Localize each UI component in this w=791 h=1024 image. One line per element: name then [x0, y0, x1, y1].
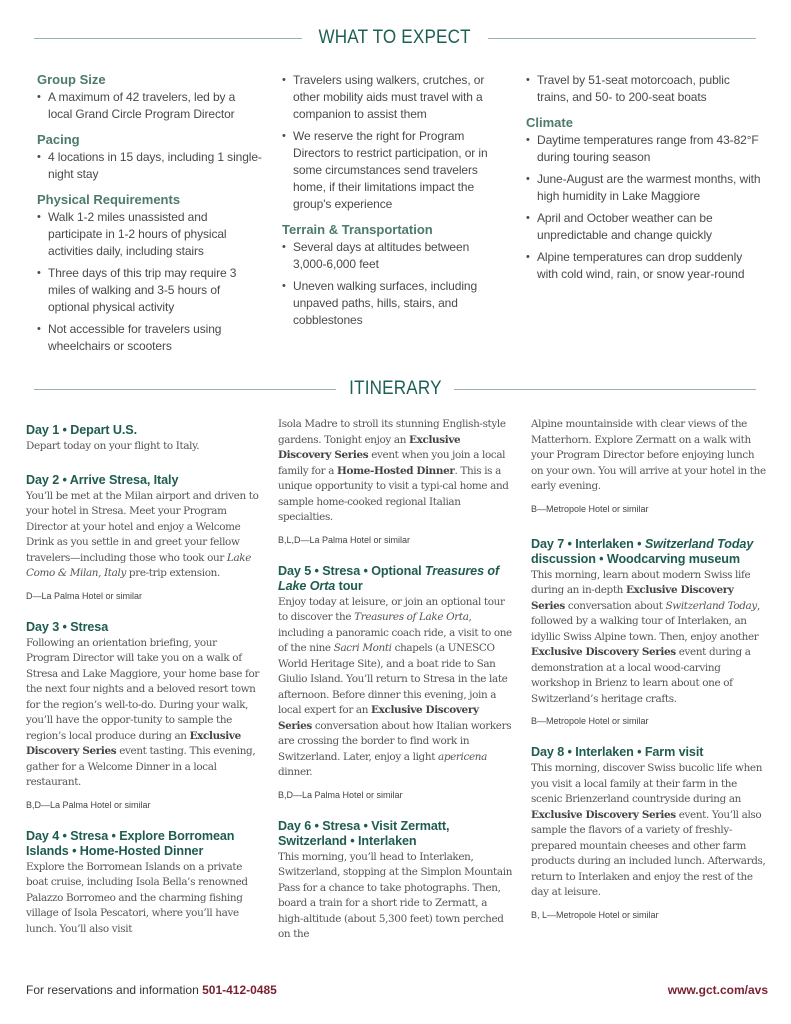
- text: pre-trip extension.: [125, 567, 220, 579]
- expect-column-1: [37, 72, 262, 360]
- website-link[interactable]: www.gct.com/avs: [667, 983, 768, 997]
- exclusive-discovery-series: Exclusive Discovery Series: [278, 433, 461, 461]
- divider-rule-right: [454, 389, 756, 390]
- exclusive-discovery-series: Exclusive Discovery Series: [26, 729, 241, 757]
- text: Day 7 • Interlaken •: [531, 536, 645, 551]
- pacing-heading: Pacing: [37, 132, 80, 147]
- day-5: [278, 564, 514, 801]
- day-description: [26, 489, 262, 582]
- list-item: • Several days at altitudes between 3,000-6,000 feet: [282, 239, 504, 273]
- day-description: [278, 595, 514, 781]
- divider-rule-left: [34, 389, 336, 390]
- list-item: • Travelers using walkers, crutches, or other mobility aids must travel with a companion to assist them: [282, 72, 504, 123]
- day-description: Alpine mountainside with clear views of the Matterhorn. Explore Zermatt on a walk with your Program Director before enjoying lunch on your own. You will arrive at your hotel in the early evening.: [531, 418, 766, 492]
- discussion-name: Switzerland Today: [665, 599, 757, 612]
- list-item: • Daytime temperatures range from 43-82°F during touring season: [526, 132, 761, 166]
- day-4-continued: [278, 417, 514, 546]
- text: event during a demonstration at a local wood-carving workshop in Brienz to learn about one of Switzerland’s heritage crafts.: [531, 646, 751, 705]
- text: This morning, learn about modern Swiss life during an in-depth: [531, 568, 751, 596]
- list-item: • Travel by 51-seat motorcoach, public trains, and 50- to 200-seat boats: [526, 72, 761, 106]
- meals-hotel: B,D—La Palma Hotel or similar: [26, 799, 151, 810]
- exclusive-discovery-series: Exclusive Discovery Series: [531, 584, 734, 612]
- expect-column-2: [282, 72, 504, 334]
- meals-hotel: B—Metropole Hotel or similar: [531, 716, 649, 726]
- meals-hotel: B,D—La Palma Hotel or similar: [278, 789, 403, 800]
- footer: [26, 983, 768, 999]
- day-2: [26, 473, 262, 602]
- physical-requirements-heading: Physical Requirements: [37, 192, 181, 207]
- exclusive-discovery-series: Exclusive Discovery Series: [278, 704, 479, 732]
- group-size-heading: Group Size: [37, 72, 106, 87]
- day-8: [531, 745, 767, 921]
- section-title: WHAT TO EXPECT: [318, 27, 472, 48]
- reservations-label: For reservations and information: [26, 983, 203, 997]
- tour-name: Treasures of Lake Orta: [354, 611, 469, 623]
- list-item: • April and October weather can be unpredictable and change quickly: [526, 210, 761, 244]
- terrain-transportation-list: [282, 239, 504, 329]
- text: event when you join a local family for a: [278, 449, 506, 477]
- terrain-transportation-heading: Terrain & Transportation: [282, 222, 433, 237]
- day-title: [278, 564, 514, 594]
- text: Following an orientation briefing, your Program Director will take you on a walk of Stresa and Lake Maggiore, your home base for the next four nights and a beloved resort town for the region’s well-to-do. During your walk, you’ll have the oppor-tunity to sample the region’s local produce during an: [26, 636, 260, 742]
- day-7: [531, 537, 767, 728]
- text: chapels (a UNESCO World Heritage Site), and a boat ride to San Giulio Island. You’ll return to Stresa in the late afternoon. Before dinner this evening, join a local expert for an: [278, 642, 508, 716]
- text: event. You’ll also sample the flavors of a variety of freshly-prepared mountain cheeses and other farm products during an included lunch. Afterwards, return to Interlaken and enjoy the rest of the day at leisure.: [531, 808, 766, 898]
- text: , followed by a walking tour of Interlaken, an idyllic Swiss Alpine town. Then, enjoy another: [531, 599, 760, 643]
- day-title: [531, 537, 767, 567]
- text: You’ll be met at the Milan airport and driven to your hotel in Stresa. Meet your Program Director at your hotel and enjoy a Welcome Drink as you settle in and greet your fellow travelers—including those who took our: [26, 489, 259, 564]
- home-hosted-dinner: Home-Hosted Dinner: [337, 464, 455, 477]
- day-description: [278, 417, 514, 526]
- exclusive-discovery-series: Exclusive Discovery Series: [531, 646, 676, 658]
- day-description: Depart today on your flight to Italy.: [26, 440, 200, 452]
- group-size-list: [37, 89, 262, 123]
- day-title: Day 8 • Interlaken • Farm visit: [531, 745, 704, 759]
- divider-rule-right: [488, 38, 756, 39]
- tour-name: Treasures of Lake Orta: [278, 563, 500, 593]
- list-item: • Not accessible for travelers using wheelchairs or scooters: [37, 321, 262, 355]
- divider-rule-left: [34, 38, 302, 39]
- meals-hotel: B, L—Metropole Hotel or similar: [531, 909, 659, 920]
- day-title: Day 2 • Arrive Stresa, Italy: [26, 472, 179, 487]
- text: event tasting. This evening, gather for a Welcome Dinner in a local restaurant.: [26, 745, 256, 788]
- text: Day 5 • Stresa • Optional: [278, 563, 425, 578]
- transport-list: [526, 72, 761, 106]
- day-title: Day 3 • Stresa: [26, 619, 109, 634]
- meals-hotel: B—Metropole Hotel or similar: [531, 503, 649, 514]
- day-description: This morning, you’ll head to Interlaken, Switzerland, stopping at the Simplon Mountain Pass for a chance to take photographs. Then, board a train for a short ride to Zermatt, a high-altitude (about 5,300 feet) town perched on the: [278, 850, 513, 940]
- list-item: • A maximum of 42 travelers, led by a local Grand Circle Program Director: [37, 89, 262, 123]
- day-description: Explore the Borromean Islands on a private boat cruise, including Isola Bella’s renowned Palazzo Borromeo and the charming fishing village of Isola Pescatori, where you’ll have lunch. You’ll also visit: [26, 860, 248, 935]
- physical-requirements-list: [37, 209, 262, 355]
- itinerary-header: [34, 377, 756, 401]
- day-description: [531, 761, 767, 901]
- pacing-list: [37, 149, 262, 183]
- text: This morning, discover Swiss bucolic life when you visit a local family at their farm in the scenic Brienzerland countryside during an: [531, 762, 763, 805]
- list-item: • Alpine temperatures can drop suddenly with cold wind, rain, or snow year-round: [526, 249, 761, 283]
- day-title: Day 4 • Stresa • Explore Borromean Islands • Home-Hosted Dinner: [26, 828, 235, 858]
- day-4: [26, 829, 262, 938]
- list-item: • We reserve the right for Program Directors to restrict participation, or in some circumstances send travelers home, if their limitations impact the group's experience: [282, 128, 504, 213]
- meals-hotel: B,L,D—La Palma Hotel or similar: [278, 534, 411, 545]
- day-description: [531, 568, 767, 708]
- climate-list: [526, 132, 761, 283]
- day-title: Day 6 • Stresa • Visit Zermatt, Switzerland • Interlaken: [278, 818, 450, 848]
- list-item: • June-August are the warmest months, with high humidity in Lake Maggiore: [526, 171, 761, 205]
- text: Isola Madre to stroll its stunning English-style gardens. Tonight enjoy an: [278, 418, 506, 446]
- expect-column-3: [526, 72, 761, 288]
- text: tour: [335, 578, 363, 593]
- site-name: Sacri Monti: [333, 642, 392, 654]
- text: Enjoy today at leisure, or join an optional tour to discover the: [278, 595, 505, 623]
- text: conversation about: [564, 599, 666, 612]
- discussion-name: Switzerland Today: [644, 536, 754, 551]
- trip-name: Lake Como & Milan, Italy: [26, 551, 252, 579]
- text: , including a panoramic coach ride, a visit to one of the nine: [278, 611, 512, 654]
- climate-heading: Climate: [526, 115, 573, 130]
- what-to-expect-header: [34, 26, 756, 50]
- day-3: [26, 620, 262, 811]
- list-item: • Uneven walking surfaces, including unpaved paths, hills, stairs, and cobblestones: [282, 278, 504, 329]
- reservations-info: [26, 983, 277, 997]
- text: conversation about how Italian workers are crossing the border to find work in Switzerland. Later, enjoy a light: [278, 719, 512, 763]
- day-description: [26, 636, 262, 791]
- day-6-continued: [531, 417, 767, 515]
- itinerary-column-2: [278, 416, 514, 961]
- section-title: ITINERARY: [348, 378, 442, 399]
- list-item: • 4 locations in 15 days, including 1 single-night stay: [37, 149, 262, 183]
- phone-number[interactable]: 501-412-0485: [202, 983, 277, 997]
- day-title: Day 1 • Depart U.S.: [26, 423, 137, 437]
- text: . This is a unique opportunity to visit a typi-cal home and sample home-cooked regional Italian specialties.: [278, 464, 509, 523]
- exclusive-discovery-series: Exclusive Discovery Series: [531, 808, 676, 821]
- itinerary-column-1: [26, 423, 262, 955]
- list-item: • Walk 1-2 miles unassisted and participate in 1-2 hours of physical activities daily, including stairs: [37, 209, 262, 260]
- text: dinner.: [278, 766, 313, 778]
- term: apericena: [437, 750, 487, 763]
- day-6: [278, 819, 514, 943]
- itinerary-column-3: [531, 416, 767, 939]
- day-1: [26, 423, 262, 455]
- mobility-list: [282, 72, 504, 213]
- meals-hotel: D—La Palma Hotel or similar: [26, 590, 143, 601]
- list-item: • Three days of this trip may require 3 miles of walking and 3-5 hours of optional physical activity: [37, 265, 262, 316]
- text: discussion • Woodcarving museum: [531, 551, 740, 566]
